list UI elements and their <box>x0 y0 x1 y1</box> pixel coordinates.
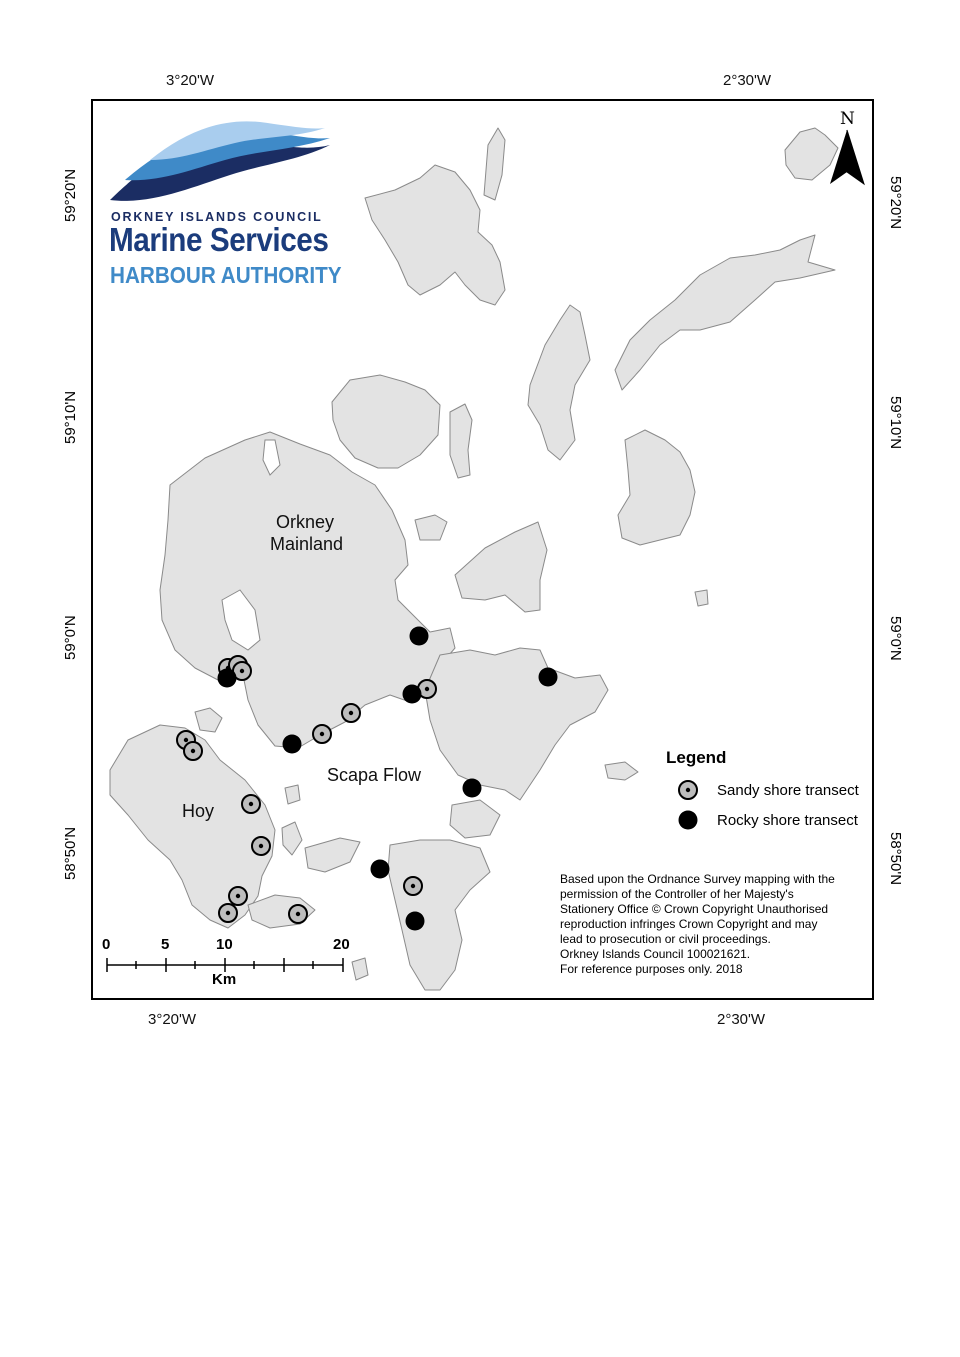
land-south-ronaldsay <box>388 840 490 990</box>
lat-label-left-1: 59°20'N <box>62 168 79 222</box>
land-switha <box>285 785 300 804</box>
rocky-transect-marker <box>463 779 482 798</box>
rocky-transect-marker <box>283 735 302 754</box>
legend-rocky-symbol <box>679 811 698 830</box>
logo-service-text: Marine Services <box>109 221 329 258</box>
land-eday <box>528 305 590 460</box>
sandy-transect-dot <box>296 912 300 916</box>
sandy-transect-dot <box>184 738 188 742</box>
rocky-transect-marker <box>371 860 390 879</box>
legend-title: Legend <box>666 748 727 767</box>
credits-line: reproduction infringes Crown Copyright and may <box>560 917 818 931</box>
label-scapa-flow: Scapa Flow <box>327 765 422 785</box>
sandy-transect-dot <box>320 732 324 736</box>
rocky-transect-marker <box>410 627 429 646</box>
credits-text <box>560 872 865 977</box>
legend-sandy-label: Sandy shore transect <box>717 782 859 799</box>
land-westray <box>365 165 505 305</box>
scale-label-20: 20 <box>333 936 350 953</box>
scale-label-5: 5 <box>161 936 170 953</box>
label-mainland-line1: Orkney <box>276 512 335 532</box>
lat-label-left-3: 59°0'N <box>62 615 79 660</box>
sandy-transect-dot <box>349 711 353 715</box>
land-rousay <box>332 375 440 468</box>
sandy-transect-dot <box>259 844 263 848</box>
credits-line: For reference purposes only. 2018 <box>560 962 743 976</box>
scale-label-10: 10 <box>216 936 233 953</box>
land-east-mainland <box>425 648 608 800</box>
lon-label-bottom-1: 3°20'W <box>148 1011 197 1028</box>
land-shapinsay <box>455 522 547 612</box>
logo-council-text: ORKNEY ISLANDS COUNCIL <box>111 210 323 224</box>
rocky-transect-marker <box>406 912 425 931</box>
label-mainland-line2: Mainland <box>270 534 344 554</box>
lat-label-left-2: 59°10'N <box>62 390 79 444</box>
label-hoy: Hoy <box>182 801 215 821</box>
land-papa-westray <box>484 128 505 200</box>
credits-line: Based upon the Ordnance Survey mapping with the <box>560 872 835 886</box>
scale-unit: Km <box>212 971 237 988</box>
land-burray <box>450 800 500 838</box>
logo <box>108 118 342 290</box>
lon-label-bottom-2: 2°30'W <box>717 1011 766 1028</box>
logo-authority-text: HARBOUR AUTHORITY <box>110 262 342 288</box>
land-graemsay <box>195 708 222 732</box>
credits-line: permission of the Controller of her Majesty's <box>560 887 794 901</box>
sandy-transect-dot <box>226 911 230 915</box>
sandy-transect-dot <box>411 884 415 888</box>
lat-label-right-3: 59°0'N <box>887 616 904 661</box>
land-sanday <box>615 235 835 390</box>
land-fara <box>282 822 302 855</box>
scale-bar <box>107 958 343 972</box>
land-small-east <box>605 762 638 780</box>
rocky-transect-marker <box>218 669 237 688</box>
credits-line: lead to prosecution or civil proceedings. <box>560 932 771 946</box>
land-cava <box>305 838 360 872</box>
lat-label-right-4: 58°50'N <box>887 832 904 886</box>
sandy-transect-dot <box>236 894 240 898</box>
sandy-transect-dot <box>191 749 195 753</box>
credits-line: Stationery Office © Crown Copyright Unauthorised <box>560 902 829 916</box>
land-gairsay <box>415 515 447 540</box>
rocky-transect-marker <box>539 668 558 687</box>
sandy-transect-dot <box>249 802 253 806</box>
sandy-transect-dot <box>425 687 429 691</box>
lon-label-top-1: 3°20'W <box>166 72 215 89</box>
lon-label-top-2: 2°30'W <box>723 72 772 89</box>
legend-rocky-label: Rocky shore transect <box>717 812 858 829</box>
legend-sandy-symbol <box>679 781 697 799</box>
land-north-ronaldsay <box>785 128 838 180</box>
credits-line: Orkney Islands Council 100021621. <box>560 947 751 961</box>
land-swona <box>352 958 368 980</box>
lat-label-left-4: 58°50'N <box>62 826 79 880</box>
land-stronsay <box>618 430 695 545</box>
rocky-transect-marker <box>403 685 422 704</box>
north-label: N <box>840 109 855 129</box>
lat-label-right-2: 59°10'N <box>887 396 904 450</box>
land-auskerry <box>695 590 708 606</box>
sandy-transect-dot <box>240 669 244 673</box>
north-arrow <box>830 130 864 184</box>
land-egilsay <box>450 404 472 478</box>
scale-label-0: 0 <box>102 936 111 953</box>
lat-label-right-1: 59°20'N <box>887 176 904 230</box>
